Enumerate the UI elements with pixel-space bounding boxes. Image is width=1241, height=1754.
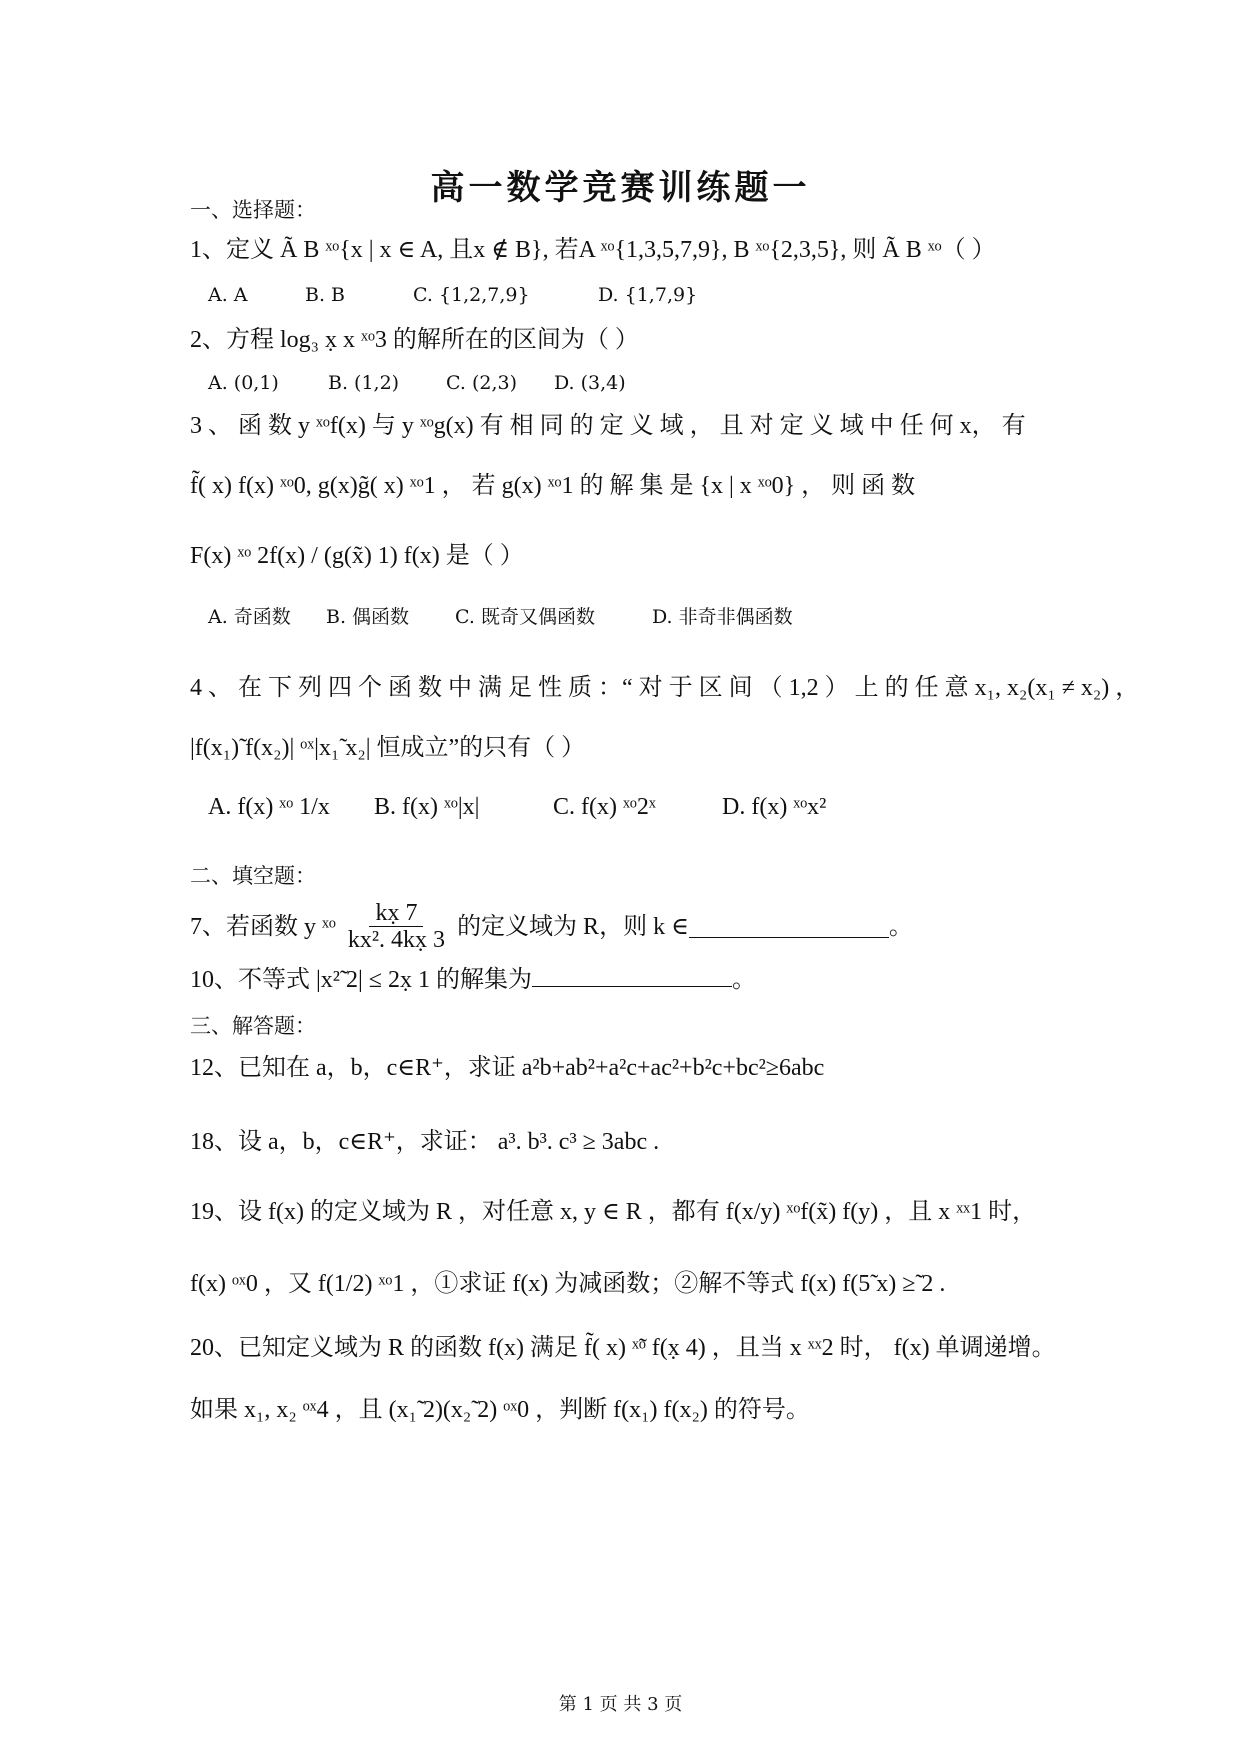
question-3-line-3: F(x) ˣᵒ 2f(x) / (g(x̃) 1) f(x) 是（ ） xyxy=(190,543,524,569)
question-19-line-1: 19、设 f(x) 的定义域为 R ，对任意 x, y ∈ R ，都有 f(x/y) ˣᵒf(x̃) f(y) ，且 x ˣˣ1 时， xyxy=(190,1199,1037,1225)
q1-option-d: D. {1,7,9} xyxy=(598,284,698,306)
q1-option-c: C. {1,2,7,9} xyxy=(413,284,530,306)
q10-prefix: 10、不等式 |x²̃ 2| ≤ 2x̣ 1 的解集为 xyxy=(190,967,532,993)
q7-suffix: 的定义域为 R，则 k ∈ xyxy=(457,913,689,940)
question-2: 2、方程 log₃ x̣ x ˣᵒ3 的解所在的区间为（ ） xyxy=(190,327,639,353)
question-10 xyxy=(190,964,756,994)
q2-option-d: D. (3,4) xyxy=(554,372,626,394)
question-7 xyxy=(190,900,913,953)
question-3-line-2: f̃( x) f(x) ˣᵒ0, g(x)g̃( x) ˣᵒ1 ， 若 g(x) ˣᵒ1 的 解 集 是 {x | x ˣᵒ0} ， 则 函 数 xyxy=(190,473,916,499)
q3-option-c: C. 既奇又偶函数 xyxy=(455,606,595,628)
question-3-line-1: 3 、 函 数 y ˣᵒf(x) 与 y ˣᵒg(x) 有 相 同 的 定 义 域 ， 且 对 定 义 域 中 任 何 x， 有 xyxy=(190,413,1026,439)
question-20-line-2: 如果 x₁, x₂ ᵒˣ4 ，且 (x₁̃ 2)(x₂̃ 2) ᵒˣ0 ，判断 f(x₁) f(x₂) 的符号。 xyxy=(190,1397,810,1423)
question-4-line-1: 4 、 在 下 列 四 个 函 数 中 满 足 性 质 ：“ 对 于 区 间 （ 1,2 ） 上 的 任 意 x₁, x₂(x₁ ≠ x₂) ， xyxy=(190,675,1140,701)
page-title: 高一数学竞赛训练题一 xyxy=(430,168,811,208)
question-18: 18、设 a，b，c∈R⁺，求证： a³. b³. c³ ≥ 3abc . xyxy=(190,1129,660,1155)
q3-option-d: D. 非奇非偶函数 xyxy=(652,606,793,628)
question-12: 12、已知在 a，b，c∈R⁺，求证 a²b+ab²+a²c+ac²+b²c+bc²≥6abc xyxy=(190,1055,825,1081)
q4-option-d: D. f(x) ˣᵒx² xyxy=(722,794,827,820)
q3-option-a: A. 奇函数 xyxy=(208,606,291,628)
question-20-line-1: 20、已知定义域为 R 的函数 f(x) 满足 f̃( x) ˣ̃ᵒ f(x̣ 4) ，且当 x ˣˣ2 时， f(x) 单调递增。 xyxy=(190,1335,1056,1361)
q1-option-b: B. B xyxy=(305,284,346,306)
q4-option-a: A. f(x) ˣᵒ 1/x xyxy=(208,794,330,820)
q4-option-c: C. f(x) ˣᵒ2ˣ xyxy=(553,794,656,820)
section-heading-choice: 一、选择题： xyxy=(190,198,316,222)
q2-option-a: A. (0,1) xyxy=(208,372,279,394)
q7-denominator: kx². 4kx̣ 3 xyxy=(347,927,446,953)
page-footer: 第 1 页 共 3 页 xyxy=(558,1694,683,1715)
q3-option-b: B. 偶函数 xyxy=(326,606,410,628)
question-19-line-2: f(x) ᵒˣ0 ，又 f(1/2) ˣᵒ1 ，①求证 f(x) 为减函数；②解不等式 f(x) f(5̃ x) ≥̃ 2 . xyxy=(190,1271,946,1297)
q7-answer-blank[interactable] xyxy=(689,915,889,938)
question-4-line-2: |f(x₁)̃ f(x₂)| ᵒˣ|x₁̃ x₂| 恒成立”的只有（ ） xyxy=(190,735,586,761)
section-heading-fill: 二、填空题： xyxy=(190,864,316,888)
q1-option-a: A. A xyxy=(208,284,248,306)
q10-end: 。 xyxy=(731,967,756,993)
q2-option-c: C. (2,3) xyxy=(446,372,517,394)
q10-answer-blank[interactable] xyxy=(532,964,732,987)
q7-numerator: kx̣ 7 xyxy=(369,900,423,927)
section-heading-answer: 三、解答题： xyxy=(190,1014,316,1038)
q2-option-b: B. (1,2) xyxy=(328,372,400,394)
q7-fraction xyxy=(342,900,451,953)
q4-option-b: B. f(x) ˣᵒ|x| xyxy=(374,794,480,820)
q7-end: 。 xyxy=(888,913,913,940)
q7-prefix: 7、若函数 y ˣᵒ xyxy=(190,913,336,940)
question-1: 1、定义 Ã B ˣᵒ{x | x ∈ A, 且x ∉ B}, 若A ˣᵒ{1,3,5,7,9}, B ˣᵒ{2,3,5}, 则 Ã B ˣᵒ（ ） xyxy=(190,237,996,263)
